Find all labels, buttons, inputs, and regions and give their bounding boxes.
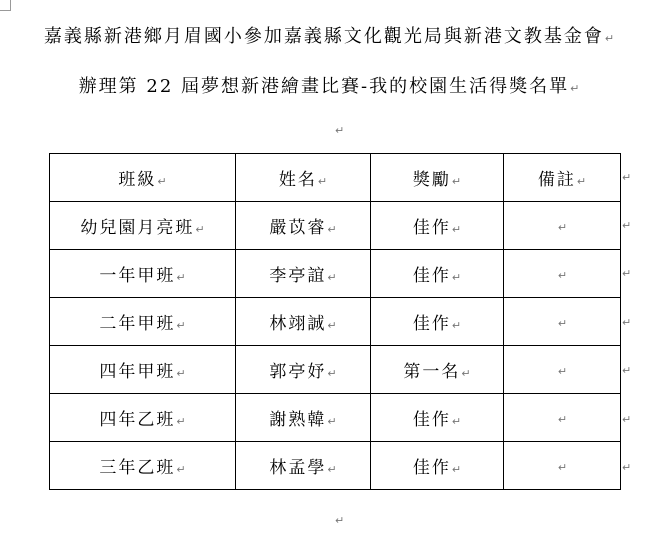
table-row — [50, 250, 621, 298]
header-cell-award: 獎勵↵ — [371, 154, 504, 202]
document-title-line-1 — [0, 22, 658, 48]
paragraph-mark-icon: ↵ — [335, 514, 345, 527]
row-end-mark-icon: ↵ — [622, 219, 632, 232]
cell-award: 佳作↵ — [371, 202, 504, 250]
cell-note — [504, 202, 621, 250]
table-row — [50, 202, 621, 250]
table-row — [50, 394, 621, 442]
cell-note — [504, 298, 621, 346]
cell-mark-icon: ↵ — [176, 319, 186, 332]
cell-note — [504, 250, 621, 298]
header-cell-class: 班級↵ — [50, 154, 236, 202]
cell-class: 四年甲班↵ — [50, 346, 236, 394]
cell-mark-icon: ↵ — [176, 367, 186, 380]
cell-name: 郭亭妤↵ — [236, 346, 371, 394]
cell-name: 李亭誼↵ — [236, 250, 371, 298]
cell-class: 幼兒園月亮班↵ — [50, 202, 236, 250]
cell-mark-icon: ↵ — [327, 415, 337, 428]
title-line-2-text: 辦理第 22 屆夢想新港繪畫比賽-我的校園生活得獎名單 — [78, 76, 570, 97]
row-end-mark-icon: ↵ — [622, 413, 632, 426]
cell-mark-icon: ↵ — [557, 412, 568, 426]
cell-name: 林孟學↵ — [236, 442, 371, 490]
cell-class: 三年乙班↵ — [50, 442, 236, 490]
page-corner-mark — [0, 0, 11, 11]
cell-class: 二年甲班↵ — [50, 298, 236, 346]
row-end-mark-icon: ↵ — [622, 171, 632, 184]
cell-class: 四年乙班↵ — [50, 394, 236, 442]
paragraph-mark-icon: ↵ — [335, 124, 345, 137]
cell-note — [504, 394, 621, 442]
cell-mark-icon: ↵ — [451, 319, 462, 332]
cell-mark-icon: ↵ — [451, 463, 462, 476]
cell-mark-icon: ↵ — [557, 460, 568, 474]
cell-mark-icon: ↵ — [557, 316, 568, 330]
cell-mark-icon: ↵ — [557, 220, 568, 234]
row-end-mark-icon: ↵ — [622, 461, 632, 474]
cell-name: 謝熟韓↵ — [236, 394, 371, 442]
table-row — [50, 442, 621, 490]
cell-mark-icon: ↵ — [451, 271, 462, 284]
row-end-mark-icon: ↵ — [622, 267, 632, 280]
row-end-mark-icon: ↵ — [622, 316, 632, 329]
cell-mark-icon: ↵ — [327, 367, 337, 380]
cell-mark-icon: ↵ — [451, 175, 462, 188]
table-header-row — [50, 154, 621, 202]
paragraph-mark-icon: ↵ — [570, 82, 580, 95]
cell-mark-icon: ↵ — [176, 463, 186, 476]
cell-mark-icon: ↵ — [451, 223, 462, 236]
cell-mark-icon: ↵ — [327, 463, 337, 476]
cell-award: 佳作↵ — [371, 442, 504, 490]
cell-name: 林翊誠↵ — [236, 298, 371, 346]
cell-award: 佳作↵ — [371, 298, 504, 346]
row-end-mark-icon: ↵ — [622, 364, 632, 377]
cell-mark-icon: ↵ — [176, 271, 186, 284]
cell-mark-icon: ↵ — [327, 223, 337, 236]
cell-mark-icon: ↵ — [327, 271, 337, 284]
cell-mark-icon: ↵ — [176, 415, 186, 428]
cell-mark-icon: ↵ — [317, 175, 328, 188]
cell-note — [504, 442, 621, 490]
cell-mark-icon: ↵ — [576, 175, 587, 188]
cell-award: 佳作↵ — [371, 250, 504, 298]
cell-mark-icon: ↵ — [461, 367, 471, 380]
cell-mark-icon: ↵ — [557, 268, 568, 282]
header-cell-name: 姓名↵ — [236, 154, 371, 202]
document-title-line-2 — [0, 72, 658, 98]
cell-mark-icon: ↵ — [451, 415, 462, 428]
cell-name: 嚴苡睿↵ — [236, 202, 371, 250]
cell-mark-icon: ↵ — [157, 175, 167, 188]
paragraph-mark-icon: ↵ — [604, 32, 615, 45]
cell-mark-icon: ↵ — [327, 319, 337, 332]
cell-class: 一年甲班↵ — [50, 250, 236, 298]
cell-mark-icon: ↵ — [557, 364, 568, 378]
title-line-1-text: 嘉義縣新港鄉月眉國小參加嘉義縣文化觀光局與新港文教基金會 — [43, 26, 604, 47]
header-cell-note: 備註↵ — [504, 154, 621, 202]
award-winners-table — [49, 153, 621, 490]
cell-award: 佳作↵ — [371, 394, 504, 442]
table-row — [50, 346, 621, 394]
cell-award: 第一名↵ — [371, 346, 504, 394]
table-row — [50, 298, 621, 346]
cell-mark-icon: ↵ — [195, 223, 205, 236]
cell-note — [504, 346, 621, 394]
